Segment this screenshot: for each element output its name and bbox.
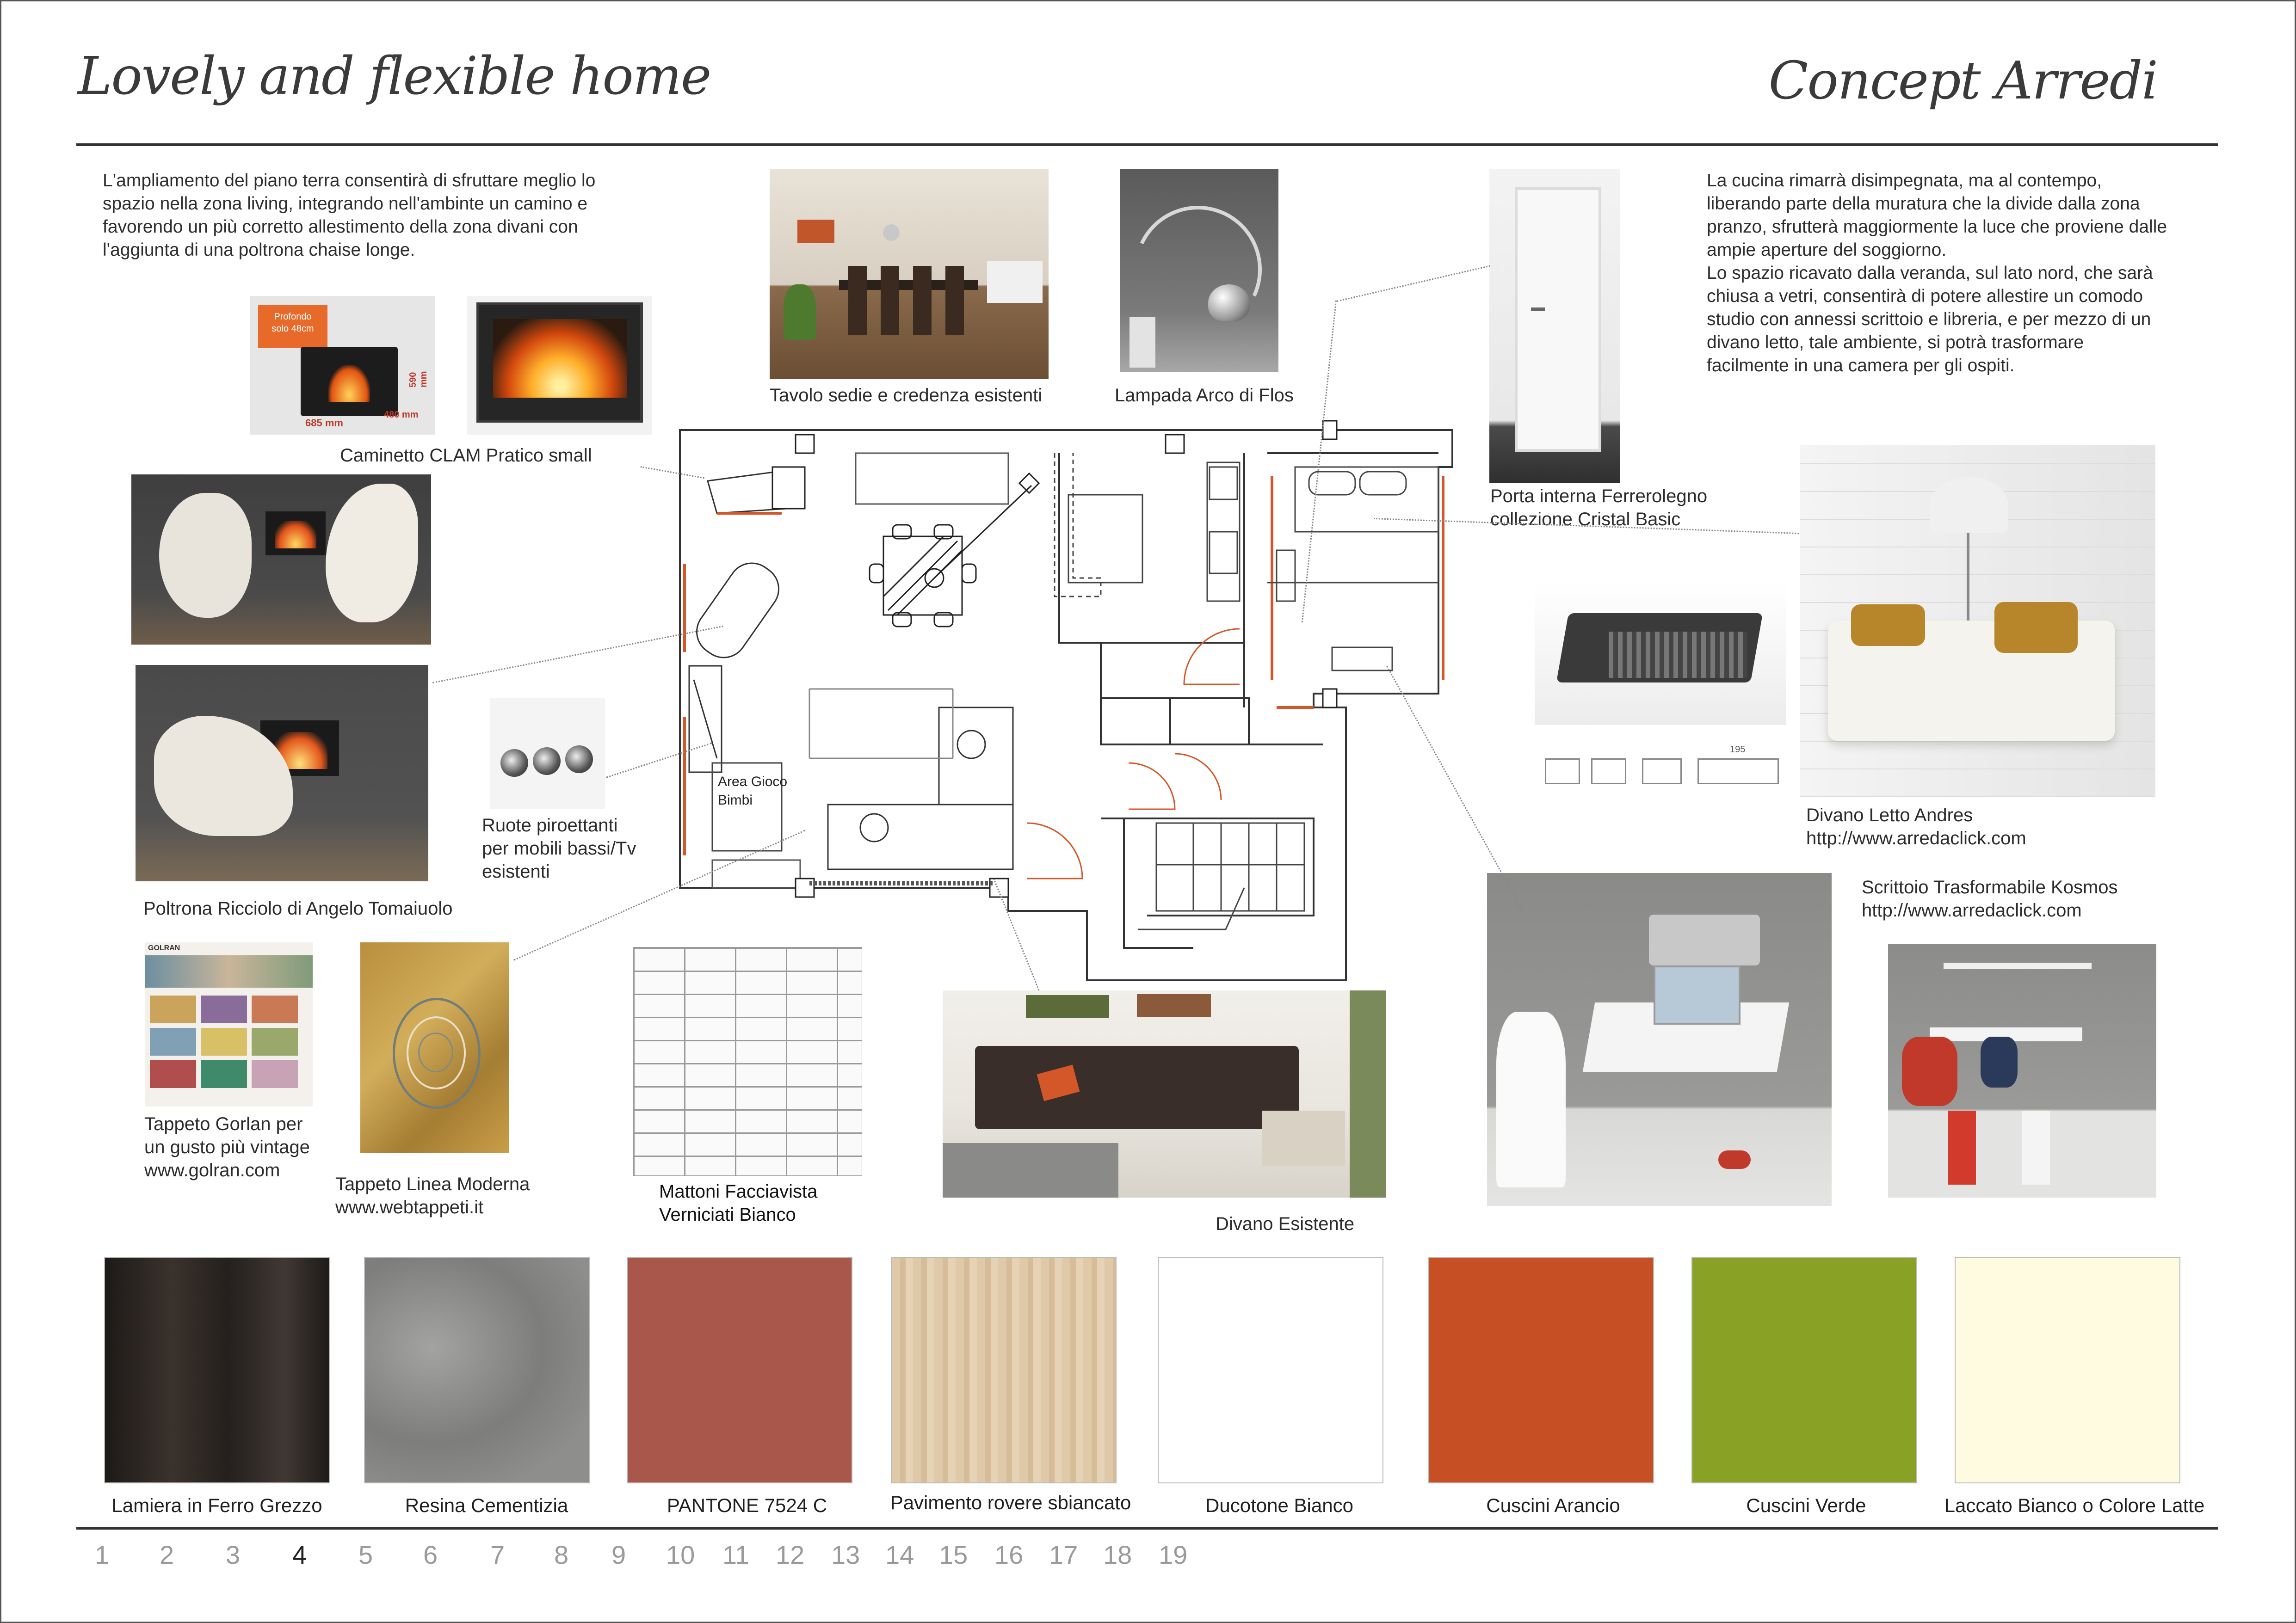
fireplace-product-photo	[250, 296, 435, 435]
swatch-label: Pavimento rovere sbiancato	[890, 1492, 1131, 1513]
armchair-photo-1	[131, 474, 431, 645]
door-photo	[1489, 169, 1620, 483]
swatch-lamiera	[104, 1257, 330, 1483]
sofa-bed-closed-photo	[1800, 445, 2155, 797]
caption-poltrona: Poltrona Ricciolo di Angelo Tomaiuolo	[143, 898, 453, 919]
swatch-ducotone	[1158, 1257, 1383, 1483]
swatch-arancio	[1428, 1257, 1654, 1483]
swatch-verde	[1691, 1257, 1917, 1483]
swatch-resina	[364, 1257, 590, 1483]
caption-divano-letto: Divano Letto Andres http://www.arredaclick.com	[1806, 805, 2026, 848]
swatch-rovere	[891, 1257, 1117, 1483]
caption-ruote: Ruote piroettanti per mobili bassi/Tv esistenti	[482, 815, 636, 882]
caption-tappeto-linea: Tappeto Linea Moderna www.webtappeti.it	[335, 1174, 530, 1217]
page-number-16[interactable]: 16	[994, 1540, 1024, 1569]
sofa-bed-diagrams	[1545, 744, 1785, 791]
swatch-label: Cuscini Verde	[1746, 1494, 1866, 1516]
page-number-13[interactable]: 13	[831, 1540, 860, 1569]
floor-plan	[666, 402, 1471, 990]
page-number-8[interactable]: 8	[554, 1540, 569, 1569]
caption-mattoni: Mattoni Facciavista Verniciati Bianco	[659, 1181, 818, 1225]
page-number-14[interactable]: 14	[885, 1540, 914, 1569]
page-number-2[interactable]: 2	[160, 1540, 174, 1569]
dining-photo	[770, 169, 1049, 379]
page-number-12[interactable]: 12	[776, 1540, 805, 1569]
caption-porta: Porta interna Ferrerolegno collezione Cristal Basic	[1490, 486, 1708, 529]
armchair-photo-2	[136, 665, 428, 881]
header-title: Lovely and flexible home	[78, 46, 711, 106]
dim-685: 685 mm	[305, 417, 343, 429]
swatch-label: Ducotone Bianco	[1205, 1494, 1353, 1516]
fireplace-box	[301, 347, 398, 416]
page-number-19[interactable]: 19	[1159, 1540, 1188, 1569]
page-number-3[interactable]: 3	[226, 1540, 241, 1569]
swatch-latte	[1955, 1257, 2180, 1483]
intro-text-right: La cucina rimarrà disimpegnata, ma al contempo, liberando parte della muratura che la divide dalla zona pranzo, sfrutterà maggiormente la luce che proviene dalle ampie aperture del soggiorno. Lo spazio ricavato dalla veranda, sul lato nord, che sarà chiusa a vetri, consentirà di potere allestire un comodo studio con annessi scrittoio e libreria, e per mezzo di un divano letto, tale ambiente, si potrà trasformare facilmente in una camera per gli ospiti.	[1707, 171, 2167, 375]
caption-lampada: Lampada Arco di Flos	[1115, 385, 1294, 406]
swatch-pantone	[627, 1257, 852, 1483]
swatch-label: Laccato Bianco o Colore Latte	[1944, 1494, 2205, 1516]
page-number-18[interactable]: 18	[1103, 1540, 1132, 1569]
existing-sofa-photo	[943, 990, 1386, 1198]
caption-tappeto-gorlan: Tappeto Gorlan per un gusto più vintage www.golran.com	[144, 1114, 310, 1180]
swatch-label: Lamiera in Ferro Grezzo	[111, 1494, 322, 1516]
header-subtitle: Concept Arredi	[1768, 51, 2157, 111]
sofa-bed-dim: 195	[1730, 744, 1746, 755]
sofa-bed-open-photo	[1535, 581, 1786, 725]
caption-caminetto: Caminetto CLAM Pratico small	[340, 445, 592, 466]
gorlan-brand: GOLRAN	[148, 944, 180, 952]
depth-badge: Profondo solo 48cm	[258, 305, 327, 348]
page-number-7[interactable]: 7	[490, 1540, 505, 1569]
casters-photo	[490, 698, 605, 809]
page-number-4[interactable]: 4	[292, 1540, 307, 1569]
desk-photo-1	[1487, 873, 1832, 1206]
page-number-15[interactable]: 15	[939, 1540, 968, 1569]
page-number-10[interactable]: 10	[666, 1540, 695, 1569]
swatch-label: Resina Cementizia	[405, 1494, 568, 1516]
page-number-6[interactable]: 6	[423, 1540, 438, 1569]
plan-area-gioco-line2: Bimbi	[718, 793, 753, 808]
page-number-9[interactable]: 9	[611, 1540, 626, 1569]
page-number-1[interactable]: 1	[95, 1540, 110, 1569]
page-number-5[interactable]: 5	[358, 1540, 373, 1569]
arco-lamp-photo	[1120, 169, 1278, 372]
dim-480: 480 mm	[384, 410, 419, 420]
header-rule	[76, 143, 2218, 146]
dim-590: 590 mm	[408, 371, 429, 387]
desk-photo-2	[1888, 944, 2156, 1198]
footer-rule	[76, 1527, 2218, 1530]
intro-text-left: L'ampliamento del piano terra consentirà di sfruttare meglio lo spazio nella zona living, integrando nell'ambinte un camino e favorendo un più corretto allestimento della zona divani con l'aggiunta di una poltrona chaise longe.	[103, 171, 596, 260]
gorlan-rug-photo	[145, 942, 313, 1107]
swatch-label: Cuscini Arancio	[1486, 1494, 1620, 1516]
page-number-11[interactable]: 11	[722, 1540, 750, 1569]
fireplace-front-photo	[467, 296, 652, 435]
swatch-label: PANTONE 7524 C	[667, 1494, 827, 1516]
caption-tavolo: Tavolo sedie e credenza esistenti	[770, 385, 1043, 406]
linea-rug-photo	[360, 942, 509, 1153]
caption-divano-esistente: Divano Esistente	[1216, 1214, 1355, 1234]
caption-scrittoio: Scrittoio Trasformabile Kosmos http://www.arredaclick.com	[1862, 877, 2118, 921]
plan-area-gioco-line1: Area Gioco	[718, 774, 788, 789]
page-number-17[interactable]: 17	[1049, 1540, 1078, 1569]
